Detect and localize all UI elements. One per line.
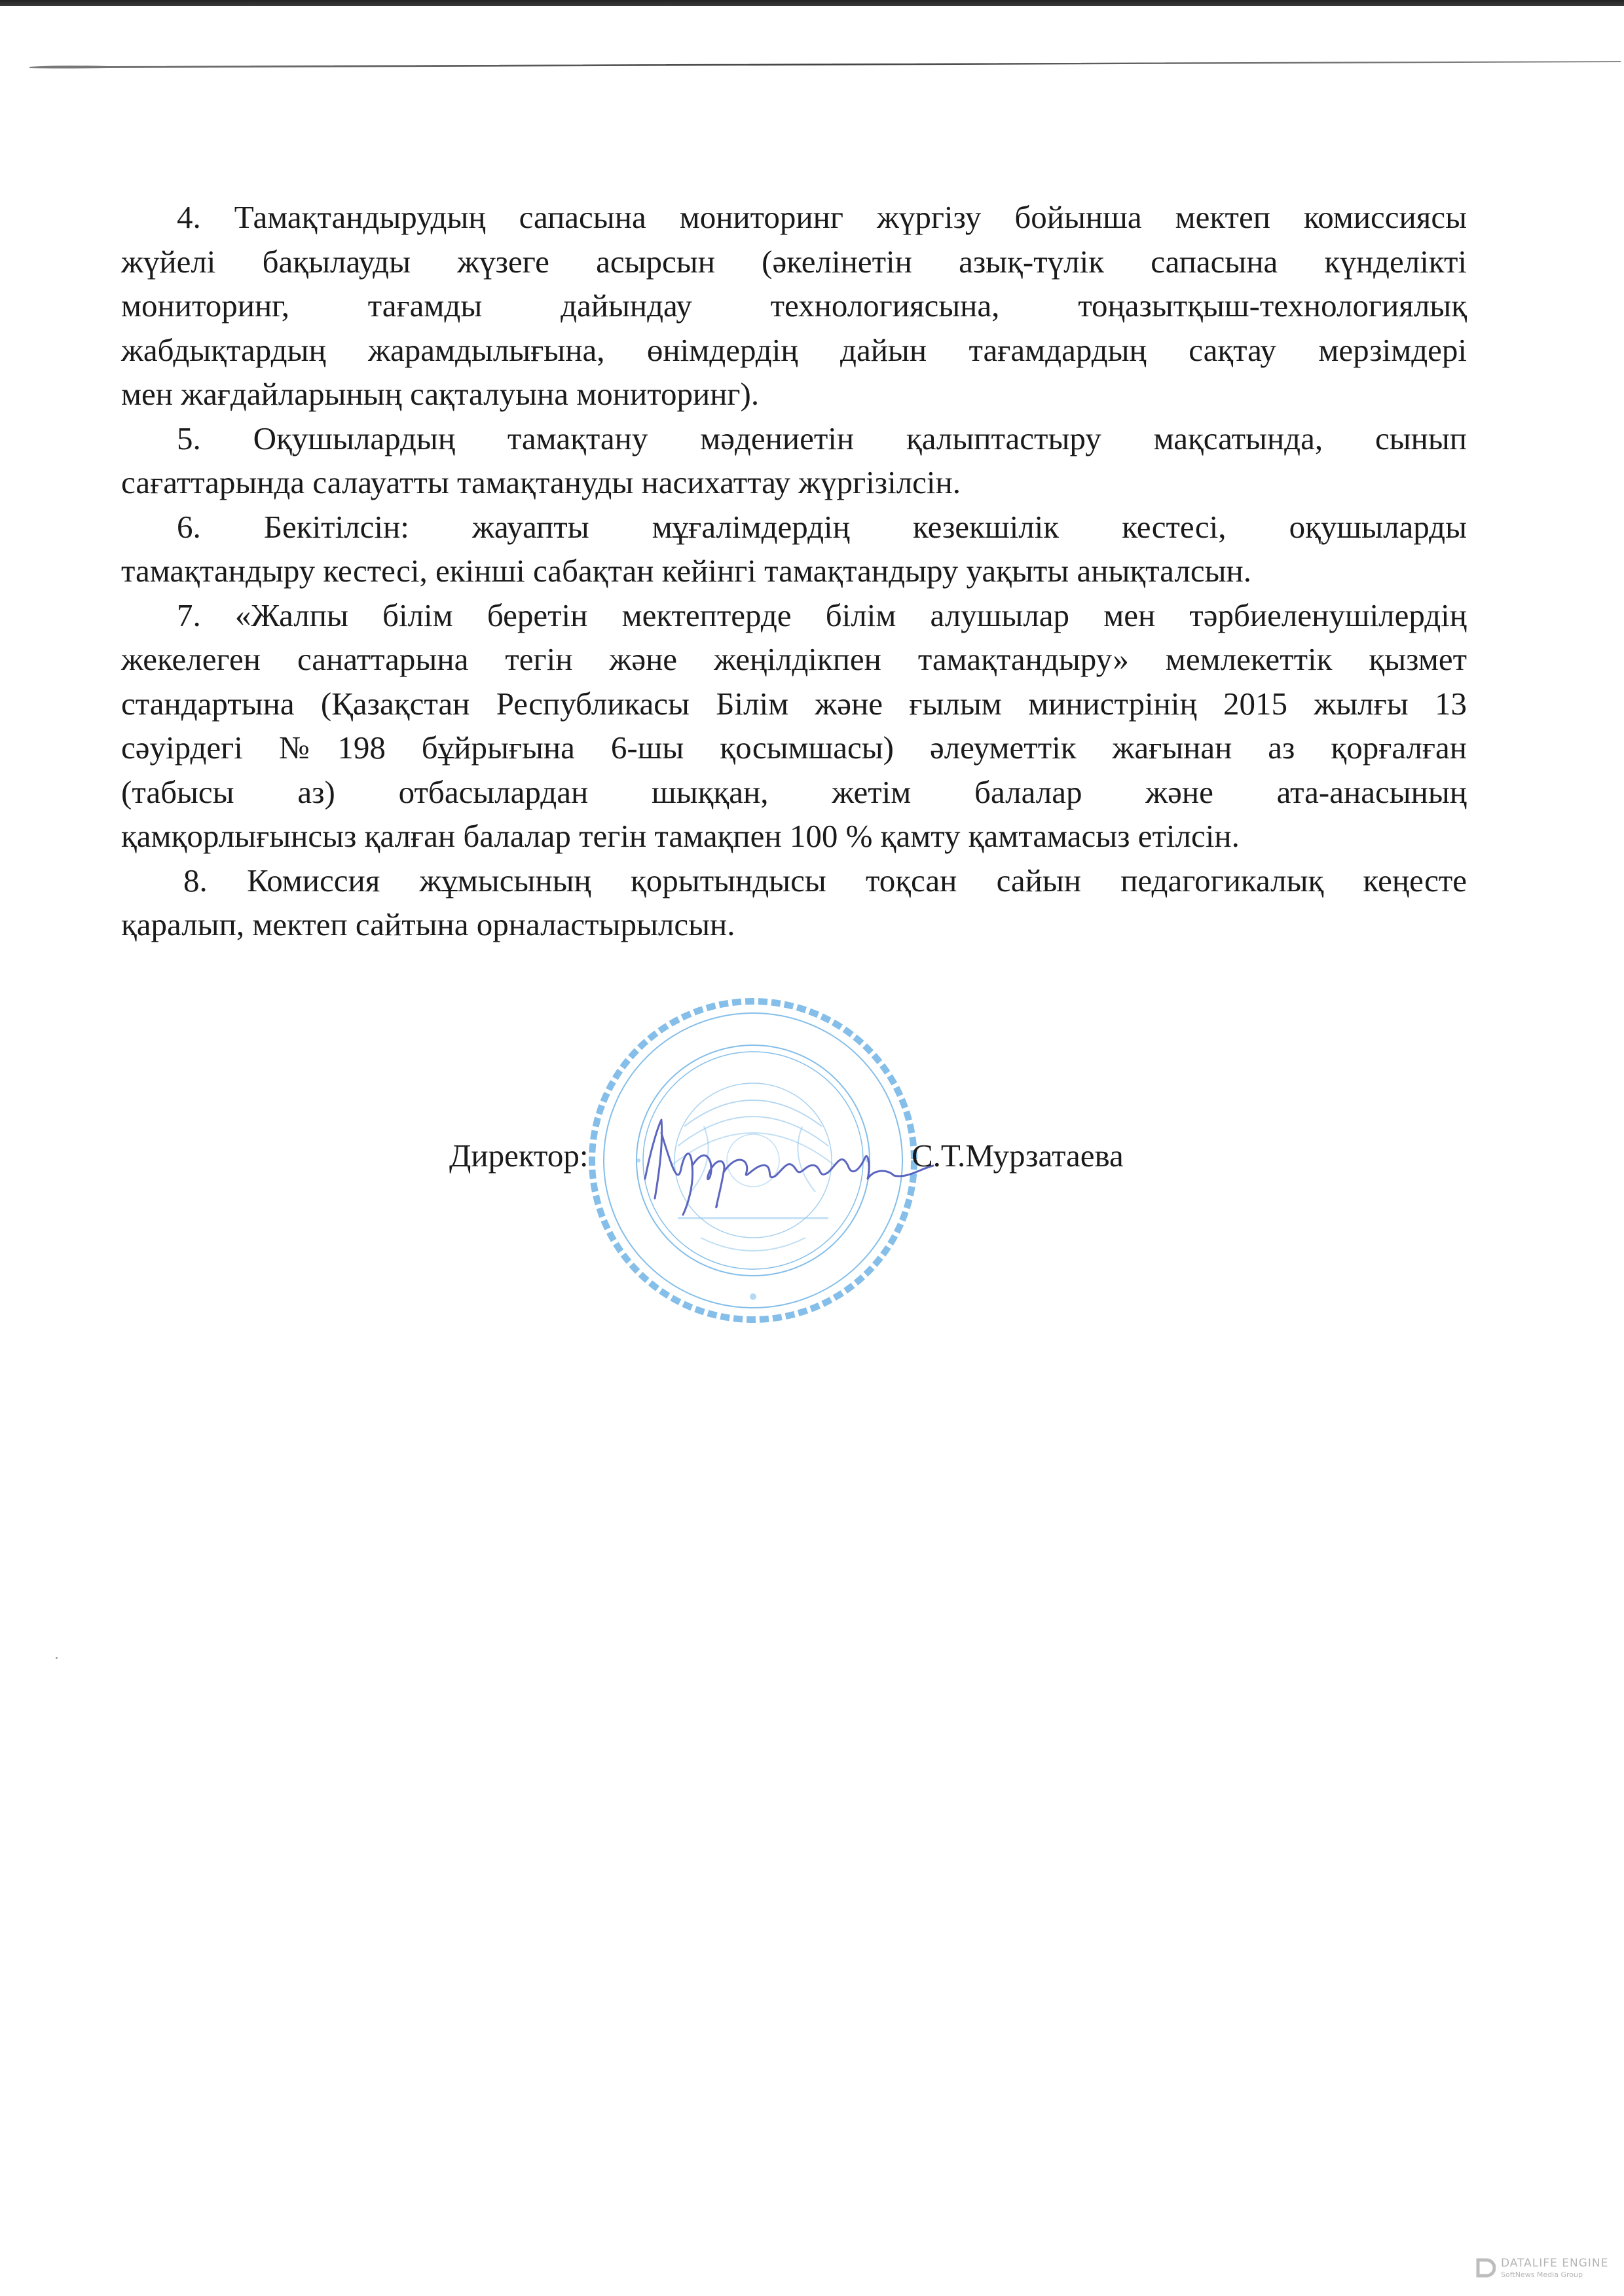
text-line: 5. Оқушылардың тамақтану мәдениетін қалыптастыру мақсатында, сынып [177,420,1467,456]
text-line: 6. Бекітілсін: жауапты мұғалімдердің кезекшілік кестесі, оқушыларды [177,508,1467,545]
text-line: жекелеген санаттарына тегін және жеңілдікпен тамақтандыру» мемлекеттік қызмет [121,641,1467,677]
director-name: С.Т.Мурзатаева [912,1138,1124,1174]
text-line: қаралып, мектеп сайтына орналастырылсын. [121,906,735,942]
director-title: Директор: [449,1138,589,1174]
scan-shadow-line [29,60,1621,69]
text-line: сәуірдегі №198 бұйрығына 6-шы қосымшасы) әлеуметтік жағынан аз қорғалған [121,730,1467,766]
text-line: 4. Тамақтандырудың сапасына мониторинг жүргізу бойынша мектеп комиссиясы [177,199,1467,235]
paragraph-4 [121,195,1467,417]
text-line: 8. Комиссия жұмысының қорытындысы тоқсан сайын педагогикалық кеңесте [183,862,1467,898]
datalife-logo-icon [1476,2258,1496,2278]
text-line: мен жағдайларының сақталуына мониторинг). [121,376,760,412]
paragraph-5 [121,417,1467,505]
watermark-title: DATALIFE ENGINE [1501,2257,1609,2270]
text-line: мониторинг, тағамды дайындау технологиясына, тоңазытқыш-технологиялық [121,287,1467,324]
paragraph-8 [121,859,1467,947]
handwritten-signature [632,1107,940,1218]
watermark-subtitle: SoftNews Media Group [1501,2270,1583,2279]
text-line: стандартына (Қазақстан Республикасы Білім және ғылым министрінің 2015 жылғы 13 [121,685,1467,722]
paragraph-7 [121,593,1467,859]
text-line: 7. «Жалпы білім беретін мектептерде білім алушылар мен тәрбиеленушілердің [177,597,1467,633]
scan-speck [56,1657,58,1659]
text-line: жабдықтардың жарамдылығына, өнімдердің дайын тағамдардың сақтау мерзімдері [121,331,1467,368]
text-line: қамқорлығынсыз қалған балалар тегін тамақпен 100 % қамту қамтамасыз етілсін. [121,818,1240,854]
text-line: жүйелі бақылауды жүзеге асырсын (әкелінетін азық-түлік сапасына күнделікті [121,243,1467,280]
text-line: (табысы аз) отбасылардан шыққан, жетім балалар және ата-анасының [121,773,1467,810]
text-line: сағаттарында салауатты тамақтануды насихаттау жүргізілсін. [121,464,961,500]
text-line: тамақтандыру кестесі, екінші сабақтан кейінгі тамақтандыру уақыты анықталсын. [121,553,1251,589]
paragraph-6 [121,505,1467,593]
scan-top-border [0,0,1624,6]
watermark [1476,2253,1620,2289]
order-body [121,195,1467,947]
